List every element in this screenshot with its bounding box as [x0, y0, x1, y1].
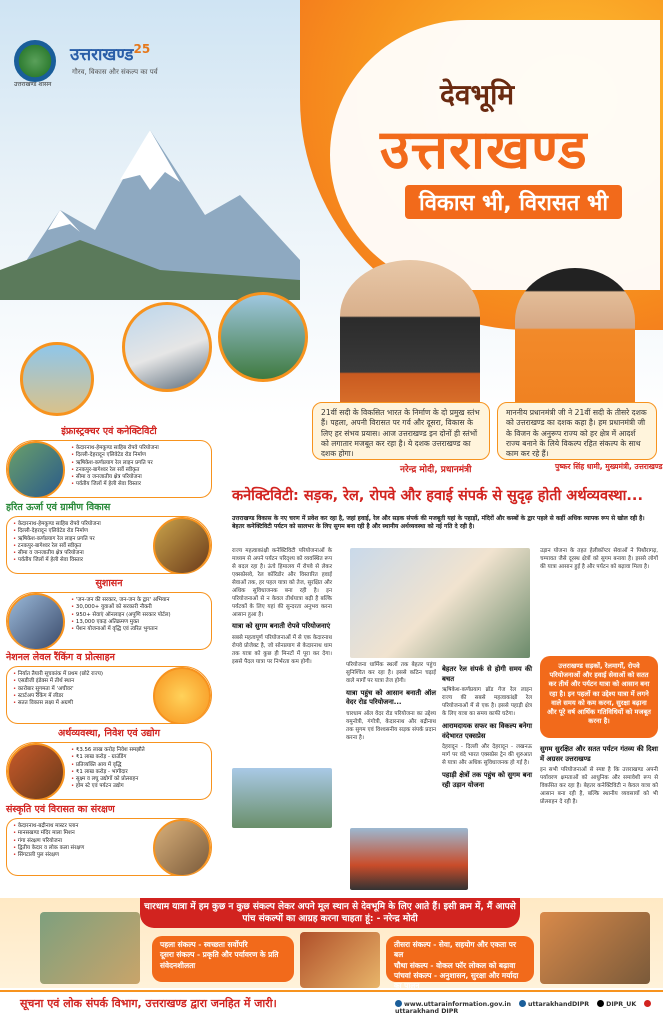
subheading: बेहतर रेल संपर्क से होगी समय की बचत — [442, 665, 532, 683]
section-title: संस्कृति एवं विरासत का संरक्षण — [6, 804, 115, 815]
emblem-icon — [14, 40, 56, 82]
resolutions-right: तीसरा संकल्प - सेवा, सहयोग और एकता पर बल चौथा संकल्प - वोकल फॉर लोकल को बढ़ावा पांचवां संकल्प - अनुशासन, सुरक्षा और मर्यादा का पालन — [386, 936, 534, 982]
subheading: सुगम सुरक्षित और सतत पर्यटन गंतव्य की दिशा में अग्रसर उत्तराखण्ड — [540, 745, 658, 763]
footer-text: सूचना एवं लोक संपर्क विभाग, उत्तराखण्ड द्वारा जनहित में जारी। — [20, 997, 277, 1010]
banner-photo-right — [540, 912, 650, 984]
subheading: यात्रा पहुंच को आसान बनाती ऑल वेदर रोड परियोजना... — [346, 688, 436, 707]
x-icon — [597, 1000, 604, 1007]
youtube-link[interactable]: uttarakhand DIPR — [395, 1001, 653, 1015]
article-column-e: उड़ान योजना के तहत हेलीकॉप्टर सेवाओं ने पिथौरागढ़, चम्पावत जैसे दूरस्थ क्षेत्रों को सुगम बनाया है। इससे लोगों की यात्रा आसान हुई है और पर्यटन को बढ़ावा मिला है। — [540, 548, 658, 570]
banner-photo-center — [300, 932, 380, 988]
road-photo — [218, 292, 308, 382]
resolutions-left: पहला संकल्प - स्वच्छता सर्वोपरि दूसरा संकल्प - प्रकृति और पर्यावरण के प्रति संवेदनशीलता — [152, 936, 294, 982]
youtube-icon — [644, 1000, 651, 1007]
government-logo — [14, 40, 234, 90]
section-title: इंफ्रास्ट्रक्चर एवं कनेक्टिविटी — [61, 426, 157, 437]
section-image — [153, 667, 211, 724]
train-photo — [122, 302, 212, 392]
section-list: • ₹3.56 लाख करोड़ निवेश समझौते • ₹1 लाख करोड़ - ग्राउंडिंग • प्रतिव्यक्ति आय में वृद्धि • ₹1 लाख करोड़ - भागीदार • सूक्ष्म व लघु उद्योगों को प्रोत्साहन • होम स्टे एवं पर्यटन उद्योग — [71, 747, 207, 791]
logo-tagline: गौरव, विकास और संकल्प का पर्व — [72, 68, 158, 76]
section-infrastructure — [6, 424, 212, 498]
subheading: आरामदायक सफर का विकल्प बनेगा वंदेभारत एक्सप्रेस — [442, 722, 532, 740]
subheading: यात्रा को सुगम बनाती रोपवे परियोजनाएं — [232, 622, 331, 631]
article-column-a: राज्य महत्वाकांक्षी कनेक्टिविटी परियोजनाओं के माध्यम से अपने पर्यटन परिदृश्य को व्यवस्थित रूप से बदल रहा है। ऊंचे हिमालय में रोपवे से लेकर एक्सप्रेसवे, रेल कॉरिडोर और विस्तारित हवाई सेवाओं तक, हर पहल यात्रा को तेज, सुरक्षित और अधिक सुविधाजनक बना रही है। इन परियोजनाओं से न केवल तीर्थयात्रा बढ़ी है बल्कि पर्यटकों के लिए यहां की सुन्दरता अनुभव करना आसान हुआ है। यात्रा को सुगम बनाती रोपवे परियोजनाएं सबसे महत्वपूर्ण परियोजनाओं में से एक केदारनाथ रोपवे प्रोजेक्ट है, जो सोनप्रयाग से केदारनाथ धाम तक यात्रा को कुछ ही मिनटों में पूरा कर देगा। इससे पैदल यात्रा पर निर्भरता कम होगी। — [232, 548, 332, 665]
leaders-photo — [350, 548, 530, 658]
website-link[interactable]: www.uttarainformation.gov.in — [395, 1001, 511, 1008]
article-column-f: सुगम सुरक्षित और सतत पर्यटन गंतव्य की दिशा में अग्रसर उत्तराखण्ड इन सभी परियोजनाओं से स्पष्ट है कि उत्तराखण्ड अपनी पर्यावरण क्षमताओं को आधुनिक और समावेशी रूप से विकसित कर रहा है। बेहतर कनेक्टिविटी न केवल यात्रा को आसान बना रही है, बल्कि स्थानीय व्यवसायों को भी प्रोत्साहन दे रही है। — [540, 745, 658, 806]
banner-quote: चारधाम यात्रा में हम कुछ न कुछ संकल्प लेकर अपने मूल स्थान से देवभूमि के लिए आते हैं। इसी क्रम में, मैं आपसे पांच संकल्पों का आग्रह करना चाहता हूं: - नरेन्द्र मोदी — [140, 898, 520, 928]
section-image — [7, 743, 65, 800]
cm-portrait — [515, 268, 635, 418]
title-tagline: विकास भी, विरासत भी — [405, 185, 622, 219]
ropeway-photo — [20, 342, 94, 416]
logo-25: 25 — [133, 42, 151, 56]
cm-quote: माननीय प्रधानमंत्री जी ने 21वीं सदी के तीसरे दशक को उत्तराखण्ड का दशक कहा है। हम प्रधानमंत्री जी के विजन के अनुरूप राज्य को हर क्षेत्र में आदर्श राज्य बनाने के लिये विकल्प रहित संकल्प के साथ काम कर रहे हैं। — [497, 402, 657, 460]
pm-name: नरेन्द्र मोदी, प्रधानमंत्री — [400, 465, 472, 475]
section-economy — [6, 726, 212, 800]
section-list: • निर्यात तैयारी सूचकांक में प्रथम (छोटे राज्य) • एसडीजी इंडेक्स में तीर्थ स्थान • कारोबार सुगमता में 'अचीवर' • स्टार्टअप रैंकिंग में लीडर • सतत विकास लक्ष्य में अग्रणी — [13, 671, 147, 707]
banner-photo-left — [40, 912, 140, 984]
section-title: अर्थव्यवस्था, निवेश एवं उद्योग — [58, 728, 160, 739]
section-title: सुशासन — [95, 578, 123, 589]
highlights-column — [0, 420, 215, 890]
footer-links — [395, 1000, 663, 1015]
article-column-d: बेहतर रेल संपर्क से होगी समय की बचत ऋषिकेश-कर्णप्रयाग ब्रॉड गेज रेल लाइन राज्य की सबसे महत्वाकांक्षी रेल परियोजनाओं में से एक है। इससे पहाड़ी क्षेत्र के लिए यात्रा का समय काफी घटेगा। आरामदायक सफर का विकल्प बनेगा वंदेभारत एक्सप्रेस देहरादून - दिल्ली और देहरादून - लखनऊ मार्ग पर वंदे भारत एक्सप्रेस ट्रेन की शुरुआत से यात्रा और अधिक सुविधाजनक हो गई है। पहाड़ी क्षेत्रों तक पहुंच को सुगम बना रही उड़ान योजना — [442, 665, 532, 789]
logo-caption: उत्तराखण्ड शासन — [14, 81, 52, 88]
section-list: • केदारनाथ-हेमकुण्ड साहिब रोपवे परियोजना • दिल्ली-देहरादून एलिवेटेड रोड निर्माण • ऋषिकेश-कर्णप्रयाग रेल लाइन प्रगति पर • टनकपुर-बागेश्वर रेल सर्वे स्वीकृत • सीमा व जनजातीय क्षेत्र परियोजना • पर्वतीय जिलों में हेली सेवा विस्तार — [13, 521, 147, 565]
article-column-c: परियोजना धार्मिक स्थलों तक बेहतर पहुंच सुनिश्चित कर रहा है। इससे कठिन चढ़ाई वाले मार्गों पर यात्रा तेज होगी। यात्रा पहुंच को आसान बनाती ऑल वेदर रोड परियोजना... चारधाम ऑल वेदर रोड परियोजना का उद्देश्य यमुनोत्री, गंगोत्री, केदारनाथ और बद्रीनाथ तक सुगम एवं विश्वसनीय सड़क संपर्क प्रदान करना है। — [346, 662, 436, 741]
section-list: • 'जन-जन की सरकार, जन-जन के द्वार' अभियान • 30,000+ युवाओं को सरकारी नौकरी • 950+ सेवाएं ऑनलाइन (अपुणि सरकार पोर्टल) • 13,000 एकड़ अतिक्रमण मुक्त • पेंशन योजनाओं में वृद्धि एवं त्वरित भुगतान — [71, 597, 207, 633]
section-culture — [6, 802, 212, 876]
article-heading: कनेक्टिविटी: सड़क, रेल, रोपवे और हवाई संपर्क से सुदृढ़ होती अर्थव्यवस्था... — [232, 488, 643, 504]
highlight-box: उत्तराखण्ड सड़कों, रेलमार्गों, रोपवे परियोजनाओं और हवाई सेवाओं को सतत कर तीर्थ और पर्यटन यात्रा को आसान बना रहा है। इन पहलों का उद्देश्य यात्रा में लगने वाले समय को कम करना, सुरक्षा बढ़ाना और पूरे वर्ष आर्थिक गतिविधियों को मजबूत करना है। — [540, 656, 658, 738]
section-green-energy — [6, 500, 212, 574]
pm-quote: 21वीं सदी के विकसित भारत के निर्माण के दो प्रमुख स्तंभ हैं। पहला, अपनी विरासत पर गर्व और दूसरा, विकास के लिए हर संभव प्रयास। आज उत्तराखण्ड इन दोनों ही स्तंभों को लगातार मजबूत कर रहा है। ये दशक उत्तराखण्ड का दशक होगा। — [312, 402, 490, 460]
facebook-link[interactable]: uttarakhandDIPR — [519, 1001, 589, 1008]
section-image — [7, 593, 65, 650]
facebook-icon — [519, 1000, 526, 1007]
subheading: पहाड़ी क्षेत्रों तक पहुंच को सुगम बना रही उड़ान योजना — [442, 771, 532, 789]
logo-wordmark: उत्तराखण्ड$^{25}$ — [70, 42, 151, 65]
title-uttarakhand: उत्तराखण्ड — [380, 118, 588, 181]
section-image — [153, 517, 211, 574]
title-devbhoomi: देवभूमि — [440, 78, 515, 111]
section-image — [153, 819, 211, 876]
twitter-link[interactable]: DIPR_UK — [597, 1001, 636, 1008]
mountain-illustration — [0, 120, 300, 300]
section-governance — [6, 576, 212, 650]
section-image — [7, 441, 65, 498]
section-title: नेशनल लेवल रैंकिंग व प्रोत्साहन — [6, 652, 115, 663]
section-national-ranking — [6, 650, 212, 724]
section-title: हरित ऊर्जा एवं ग्रामीण विकास — [6, 502, 111, 513]
article-intro: उत्तराखण्ड विकास के नए चरण में प्रवेश कर रहा है, जहां हवाई, रेल और सड़क संपर्क की मजबूती यहां के पहाड़ों, मंदिरों और कस्बों के द्वार पहले से कहीं अधिक व्यापक रूप से खोल रही है। बेहतर कनेक्टिविटी पर्यटन को सालभर के लिए सुगम बना रही है और स्थानीय अर्थव्यवस्था को नई गति दे रही है। — [232, 515, 645, 531]
section-list: • केदारनाथ-बद्रीनाथ मास्टर प्लान • मानसखण्ड मंदिर माला मिशन • गंगा संरक्षण परियोजना • द्वितीय केदार व लोक कला संरक्षण • सिंगटाली पुल संरक्षण — [13, 823, 147, 859]
ropeway-article-photo — [232, 768, 332, 828]
globe-icon — [395, 1000, 402, 1007]
workers-photo — [350, 828, 468, 890]
cm-name: पुष्कर सिंह धामी, मुख्यमंत्री, उत्तराखण्ड — [555, 462, 663, 471]
section-list: • केदारनाथ-हेमकुण्ड साहिब रोपवे परियोजना • दिल्ली-देहरादून एलिवेटेड रोड निर्माण • ऋषिकेश-कर्णप्रयाग रेल लाइन प्रगति पर • टनकपुर-बागेश्वर रेल सर्वे स्वीकृत • सीमा व जनजातीय क्षेत्र परियोजना • पर्वतीय जिलों में हेली सेवा विस्तार — [71, 445, 207, 489]
pm-portrait — [340, 260, 480, 420]
